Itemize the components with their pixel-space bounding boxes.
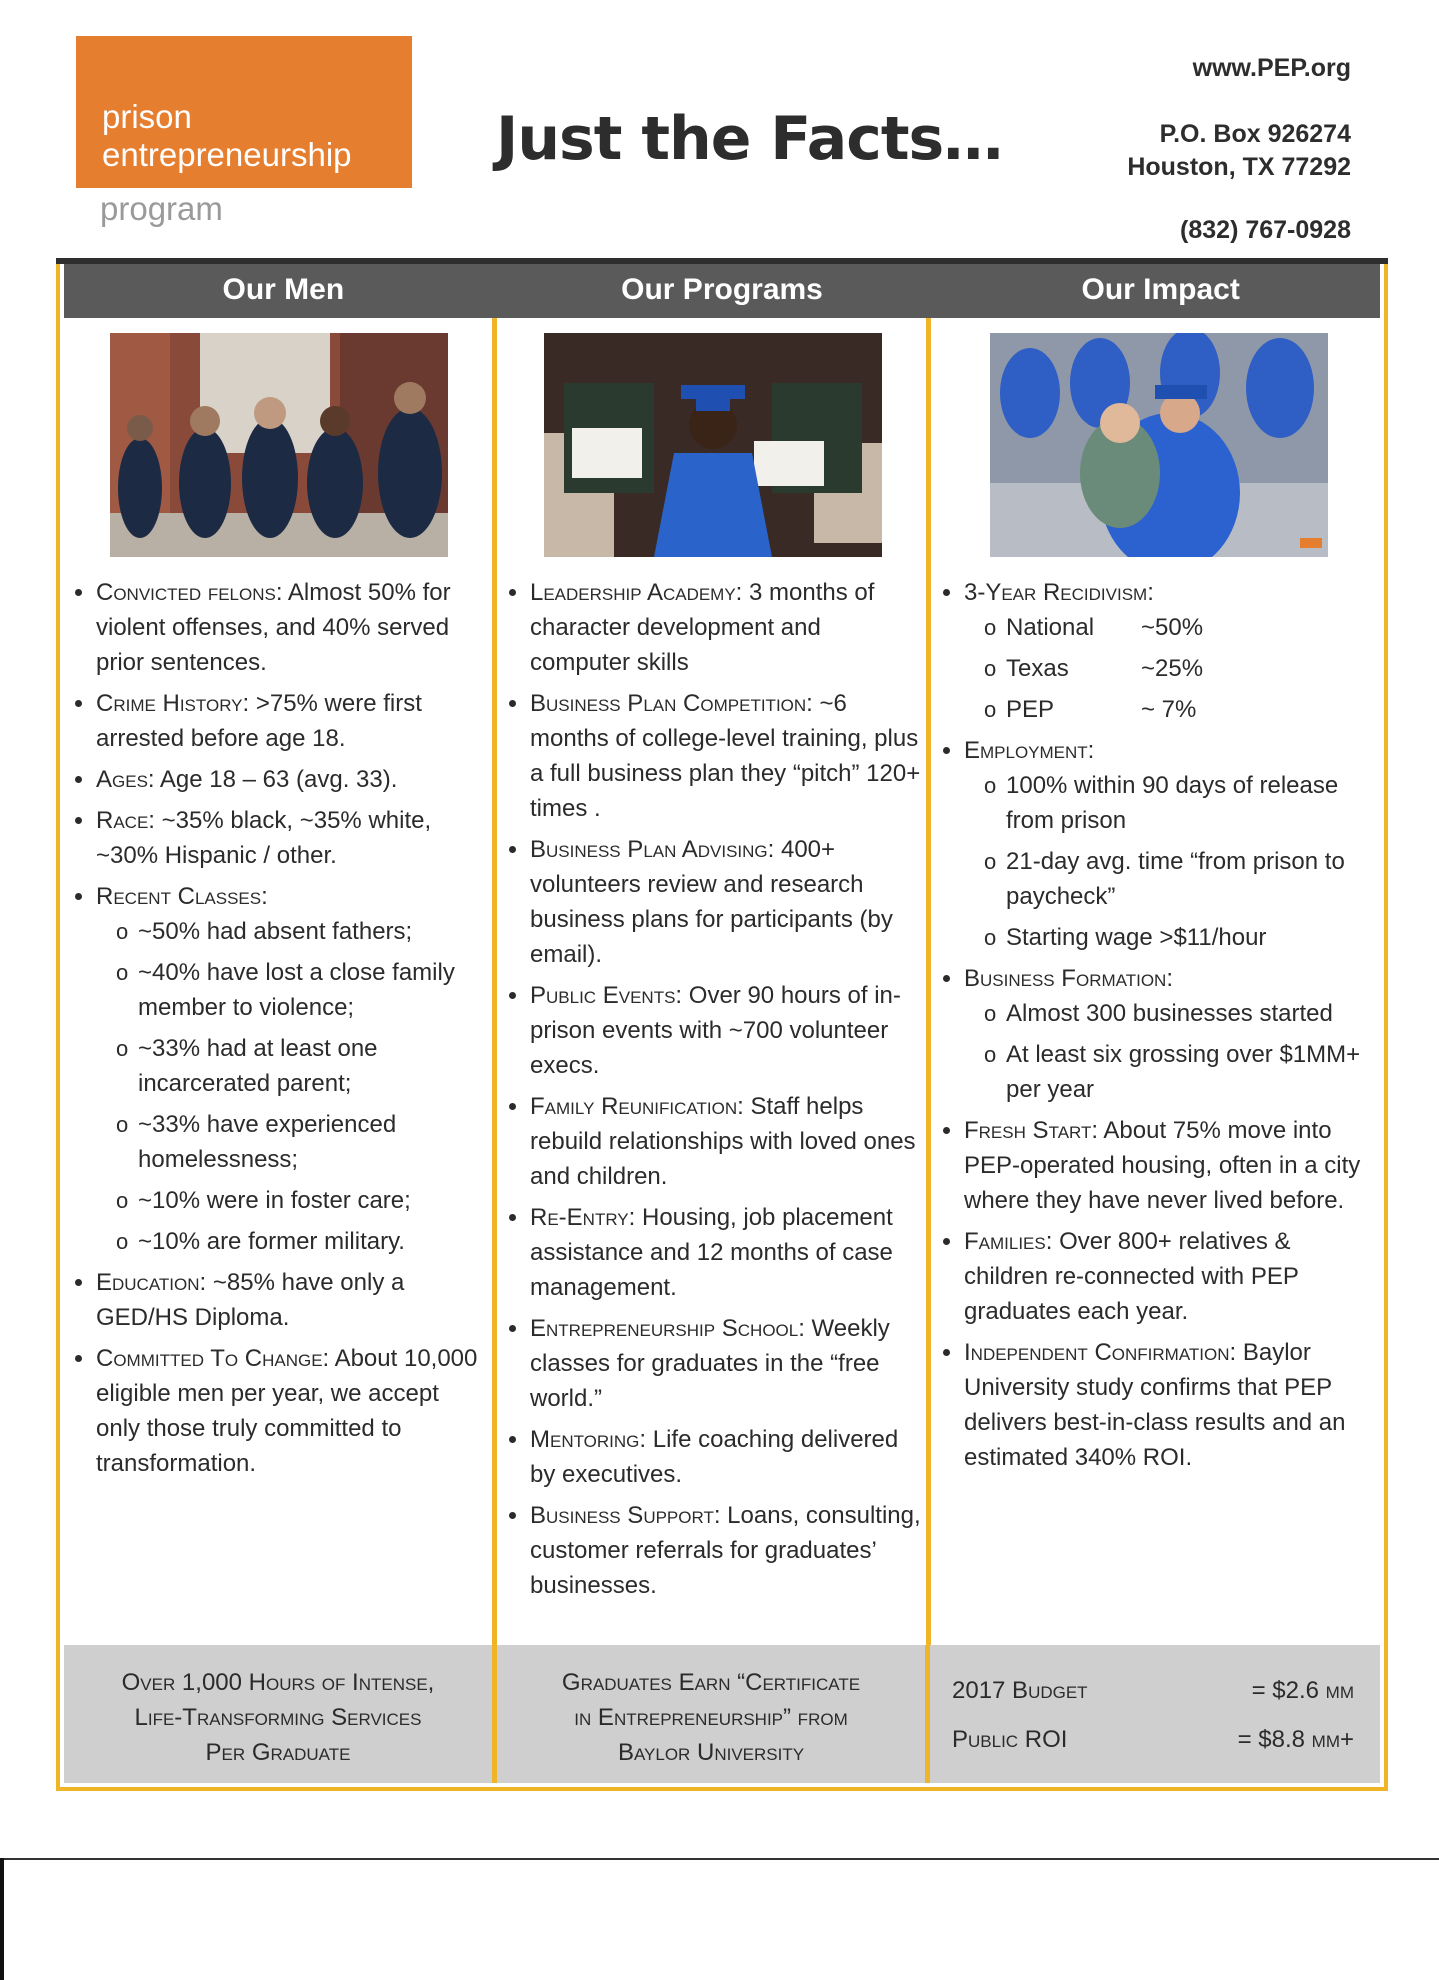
item-label: Business Plan Advising: (530, 836, 775, 863)
list-item (530, 1089, 922, 1194)
list-item (96, 762, 488, 797)
item-label: Employment: (964, 737, 1095, 764)
item-text: ~85% have only a GED/HS Diploma. (96, 1269, 405, 1331)
sub-item: o 100% within 90 days of release from prison (984, 768, 1366, 838)
item-label: Public Events: (530, 982, 683, 1009)
list-item (530, 1498, 922, 1603)
item-label: Independent Confirmation: (964, 1339, 1237, 1366)
footer-line: Baylor University (617, 1739, 805, 1766)
recidivism-name: o National (1006, 614, 1095, 641)
city-line: Houston, TX 77292 (1127, 153, 1351, 181)
item-text: About 75% move into PEP-operated housing, often in a city where they have never lived before. (964, 1117, 1361, 1214)
recidivism-name: o PEP (1006, 696, 1055, 723)
footer-line: Per Graduate (205, 1739, 351, 1766)
sub-item (984, 610, 1366, 645)
item-label: Business Formation: (964, 965, 1173, 992)
our-men-list (68, 575, 488, 1487)
list-item (530, 1200, 922, 1305)
item-text: 400+ volunteers review and research business plans for participants (by email). (530, 836, 893, 968)
item-label: Leadership Academy: (530, 579, 743, 606)
sub-item (984, 651, 1366, 686)
heading-our-impact: Our Impact (1081, 273, 1240, 306)
footer-line: in Entrepreneurship” from (574, 1704, 848, 1731)
logo-line-1: prison (102, 98, 192, 135)
list-item (96, 1265, 488, 1335)
list-item (964, 961, 1366, 1107)
heading-our-men: Our Men (222, 273, 345, 306)
item-label: Entrepreneurship School: (530, 1315, 805, 1342)
our-programs-list (502, 575, 922, 1609)
item-label: Convicted felons: (96, 579, 283, 606)
roi-label: Public ROI (952, 1726, 1068, 1753)
facts-table (56, 258, 1388, 1791)
item-text: Over 800+ relatives & children re-connected with PEP graduates each year. (964, 1228, 1299, 1325)
footer-hours (64, 1645, 492, 1783)
footer-line: Over 1,000 Hours of Intense, (121, 1669, 435, 1696)
list-item (964, 1335, 1366, 1475)
heading-our-programs: Our Programs (621, 273, 823, 306)
item-label: Re-Entry: (530, 1204, 636, 1231)
our-impact-list (936, 575, 1366, 1481)
item-text: >75% were first arrested before age 18. (96, 690, 422, 752)
mailing-address (1127, 118, 1351, 184)
sub-item: o Almost 300 businesses started (984, 996, 1366, 1031)
item-label: Business Support: (530, 1502, 721, 1529)
budget-label: 2017 Budget (952, 1677, 1088, 1704)
sub-item: o Starting wage >$11/hour (984, 920, 1366, 955)
photo-men-seated (110, 333, 448, 557)
item-label: Business Plan Competition: (530, 690, 813, 717)
sub-item: o ~33% have experienced homelessness; (116, 1107, 488, 1177)
frame-top-edge (56, 258, 1388, 264)
roi-value: = $8.8 mm+ (1237, 1726, 1354, 1753)
item-text: Over 90 hours of in-prison events with ~700 volunteer execs. (530, 982, 901, 1079)
item-text: Baylor University study confirms that PEP delivers best-in-class results and an estimated 340% ROI. (964, 1339, 1346, 1471)
item-label: Recent Classes: (96, 883, 268, 910)
item-label: Families: (964, 1228, 1053, 1255)
list-item (530, 686, 922, 826)
po-box: P.O. Box 926274 (1159, 120, 1351, 148)
budget-row (952, 1673, 1380, 1708)
column-headings (64, 262, 1380, 318)
list-item (96, 1341, 488, 1481)
website-link[interactable]: www.PEP.org (1192, 54, 1351, 82)
list-item (964, 1113, 1366, 1218)
list-item (530, 832, 922, 972)
list-item (530, 978, 922, 1083)
footer-budget (930, 1645, 1380, 1783)
item-text: Life coaching delivered by executives. (530, 1426, 899, 1488)
sub-item: o ~40% have lost a close family member to violence; (116, 955, 488, 1025)
footer-summary (64, 1645, 1380, 1783)
sub-item: o 21-day avg. time “from prison to paycheck” (984, 844, 1366, 914)
sub-item: o ~50% had absent fathers; (116, 914, 488, 949)
item-text: Staff helps rebuild relationships with loved ones and children. (530, 1093, 916, 1190)
logo-line-2: entrepreneurship (102, 136, 352, 173)
item-text: ~35% black, ~35% white, ~30% Hispanic / other. (96, 807, 432, 869)
footer-line: Life-Transforming Services (134, 1704, 422, 1731)
item-text: ~6 months of college-level training, plus a full business plan they “pitch” 120+ times . (530, 690, 921, 822)
sub-item: o At least six grossing over $1MM+ per year (984, 1037, 1366, 1107)
item-text: Loans, consulting, customer referrals for graduates’ businesses. (530, 1502, 921, 1599)
sub-item: o ~33% had at least one incarcerated parent; (116, 1031, 488, 1101)
list-item (96, 803, 488, 873)
item-label: Mentoring: (530, 1426, 647, 1453)
list-item (964, 575, 1366, 727)
list-item (530, 575, 922, 680)
item-text: Weekly classes for graduates in the “free world.” (530, 1315, 890, 1412)
item-text: 3 months of character development and computer skills (530, 579, 875, 676)
logo-line-3: program (100, 190, 223, 227)
sub-item (984, 692, 1366, 727)
phone-number: (832) 767-0928 (1180, 216, 1351, 244)
item-label: Ages: (96, 766, 155, 793)
recidivism-value: ~50% (1141, 614, 1204, 641)
list-item (530, 1422, 922, 1492)
list-item (964, 733, 1366, 955)
pep-logo (76, 36, 412, 188)
roi-row (952, 1722, 1380, 1757)
list-item (96, 686, 488, 756)
item-text: Almost 50% for violent offenses, and 40% served prior sentences. (96, 579, 451, 676)
sub-item: o ~10% were in foster care; (116, 1183, 488, 1218)
recidivism-value: ~25% (1141, 655, 1204, 682)
list-item (96, 575, 488, 680)
page-title: Just the Facts… (496, 104, 1003, 174)
item-label: Committed To Change: (96, 1345, 330, 1372)
item-label: Crime History: (96, 690, 250, 717)
scan-edge-line (0, 1858, 1439, 1860)
item-label: Race: (96, 807, 155, 834)
list-item (964, 1224, 1366, 1329)
item-label: 3-Year Recidivism: (964, 579, 1154, 606)
photo-graduate-certificates (544, 333, 882, 557)
sub-item: o ~10% are former military. (116, 1224, 488, 1259)
recidivism-value: ~ 7% (1141, 696, 1197, 723)
item-text: About 10,000 eligible men per year, we accept only those truly committed to transformation. (96, 1345, 478, 1477)
list-item (96, 879, 488, 1259)
item-label: Fresh Start: (964, 1117, 1099, 1144)
item-label: Family Reunification: (530, 1093, 744, 1120)
item-text: Age 18 – 63 (avg. 33). (154, 766, 398, 793)
recidivism-name: o Texas (1006, 655, 1069, 682)
scan-edge-corner (0, 1858, 4, 1980)
budget-value: = $2.6 mm (1251, 1677, 1354, 1704)
footer-certificate (497, 1645, 925, 1783)
item-text: Housing, job placement assistance and 12 months of case management. (530, 1204, 893, 1301)
column-divider (492, 318, 497, 1723)
list-item (530, 1311, 922, 1416)
column-divider (926, 318, 931, 1723)
photo-graduate-hug (990, 333, 1328, 557)
item-label: Education: (96, 1269, 207, 1296)
footer-line: Graduates Earn “Certificate (561, 1669, 861, 1696)
